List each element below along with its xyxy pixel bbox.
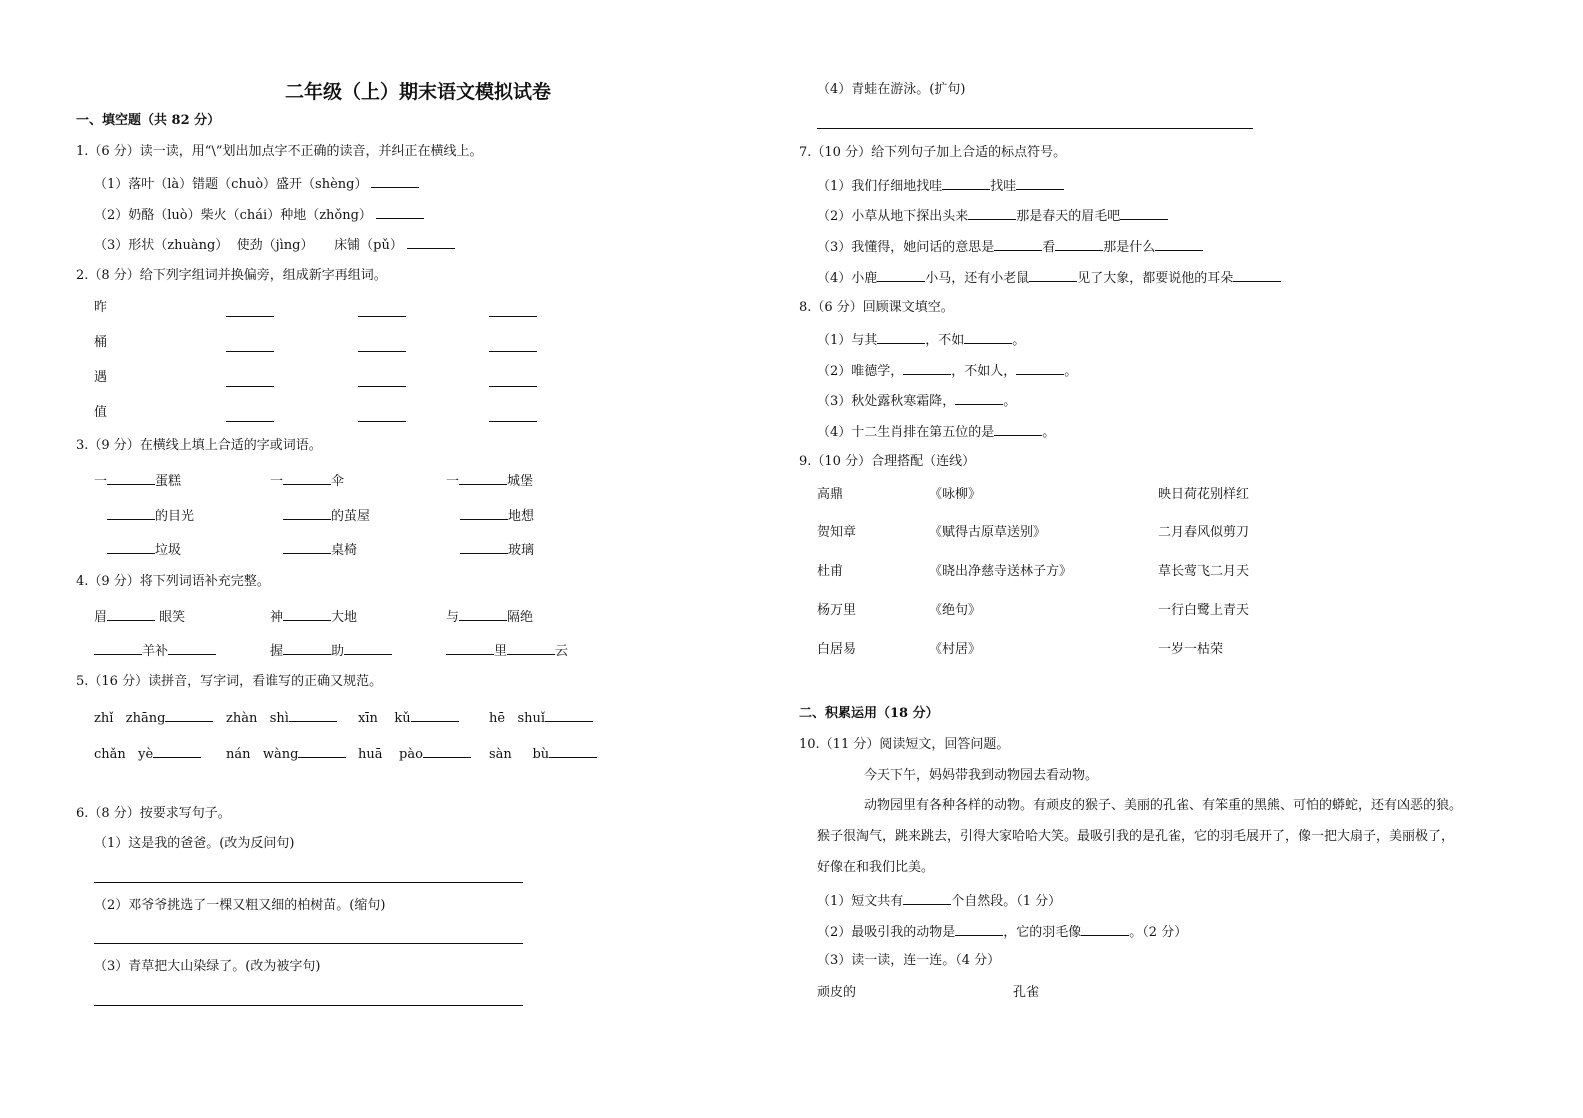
poem-line[interactable]: 草长莺飞二月天 <box>1158 564 1250 579</box>
match-right[interactable]: 孔雀 <box>1013 985 1040 1000</box>
answer-blank[interactable] <box>489 316 537 317</box>
answer-blank[interactable] <box>289 709 337 722</box>
answer-blank[interactable] <box>407 236 455 249</box>
q3-item: 桌椅 <box>283 541 357 557</box>
q5-pinyin: zhàn shì <box>226 709 337 725</box>
q6-heading: 6.（8 分）按要求写句子。 <box>76 806 231 821</box>
answer-blank[interactable] <box>1055 238 1103 251</box>
answer-blank[interactable] <box>358 316 406 317</box>
answer-blank[interactable] <box>423 745 471 758</box>
answer-blank[interactable] <box>226 386 274 387</box>
answer-blank[interactable] <box>107 541 155 554</box>
answer-blank[interactable] <box>1016 177 1064 190</box>
q6-item-1: （1）这是我的爸爸。(改为反问句) <box>94 836 295 851</box>
answer-blank[interactable] <box>545 709 593 722</box>
q4-item: 羊补 <box>94 642 216 658</box>
answer-blank[interactable] <box>489 386 537 387</box>
q10-heading: 10.（11 分）阅读短文，回答问题。 <box>799 737 1010 752</box>
answer-blank[interactable] <box>226 316 274 317</box>
q3-item: 一 伞 <box>270 474 345 489</box>
answer-blank[interactable] <box>1029 269 1077 282</box>
q8-heading: 8.（6 分）回顾课文填空。 <box>799 300 954 315</box>
answer-blank[interactable] <box>446 642 494 655</box>
answer-line[interactable] <box>94 882 523 883</box>
answer-line[interactable] <box>94 943 523 944</box>
answer-blank[interactable] <box>358 351 406 352</box>
poem-title[interactable]: 《村居》 <box>929 642 982 657</box>
answer-blank[interactable] <box>1120 207 1168 220</box>
poet[interactable]: 白居易 <box>817 642 857 657</box>
answer-blank[interactable] <box>153 745 201 758</box>
answer-blank[interactable] <box>903 362 951 375</box>
answer-blank[interactable] <box>549 745 597 758</box>
answer-blank[interactable] <box>411 709 459 722</box>
q3-item: 的茧屋 <box>283 507 370 523</box>
q4-heading: 4.（9 分）将下列词语补充完整。 <box>76 574 270 589</box>
poem-title[interactable]: 《晓出净慈寺送林子方》 <box>929 564 1073 579</box>
answer-blank[interactable] <box>344 642 392 655</box>
answer-blank[interactable] <box>903 892 951 905</box>
q1-item-1: （1）落叶（là）错题（chuò）盛开（shèng） <box>94 175 419 191</box>
q8-item: （3）秋处露秋寒霜降， 。 <box>817 394 1017 409</box>
answer-blank[interactable] <box>226 351 274 352</box>
page-title: 二年级（上）期末语文模拟试卷 <box>285 81 552 103</box>
answer-blank[interactable] <box>1081 923 1129 936</box>
answer-blank[interactable] <box>1155 238 1203 251</box>
poem-title[interactable]: 《赋得古原草送别》 <box>929 525 1047 540</box>
answer-blank[interactable] <box>942 177 990 190</box>
q5-heading: 5.（16 分）读拼音，写字词，看谁写的正确又规范。 <box>76 674 383 689</box>
answer-blank[interactable] <box>459 608 507 621</box>
q2-char: 值 <box>94 405 108 420</box>
answer-blank[interactable] <box>489 351 537 352</box>
q5-pinyin: hē shuǐ <box>489 709 593 725</box>
q1-item-3: （3）形状（zhuàng） 使劲（jìng） 床铺（pǔ） <box>94 236 455 252</box>
answer-blank[interactable] <box>298 745 346 758</box>
q5-pinyin: zhǐ zhāng <box>94 709 213 725</box>
poet[interactable]: 贺知章 <box>817 525 857 540</box>
answer-blank[interactable] <box>507 642 555 655</box>
poet[interactable]: 杨万里 <box>817 603 857 618</box>
answer-blank[interactable] <box>226 421 274 422</box>
q1-heading: 1.（6 分）读一读，用“\”划出加点字不正确的读音，并纠正在横线上。 <box>76 144 483 159</box>
poem-line[interactable]: 一行白鹭上青天 <box>1158 603 1250 618</box>
q8-item: （4）十二生肖排在第五位的是 。 <box>817 425 1056 440</box>
q3-heading: 3.（9 分）在横线上填上合适的字或词语。 <box>76 438 322 453</box>
q5-pinyin: huā pào <box>358 745 471 761</box>
answer-blank[interactable] <box>283 472 331 485</box>
q10-sub-3: （3）读一读，连一连。（4 分） <box>817 953 1001 968</box>
section-1-heading: 一、填空题（共 82 分） <box>76 113 221 128</box>
q2-char: 昨 <box>94 300 108 315</box>
answer-blank[interactable] <box>165 709 213 722</box>
q7-heading: 7.（10 分）给下列句子加上合适的标点符号。 <box>799 145 1067 160</box>
q2-heading: 2.（8 分）给下列字组词并换偏旁，组成新字再组词。 <box>76 268 387 283</box>
match-left[interactable]: 顽皮的 <box>817 985 857 1000</box>
q1-item-2: （2）奶酪（luò）柴火（chái）种地（zhǒng） <box>94 206 424 222</box>
answer-blank[interactable] <box>107 507 155 520</box>
answer-blank[interactable] <box>877 269 925 282</box>
q7-item: （1）我们仔细地找哇 找哇 <box>817 177 1064 193</box>
q7-item: （3）我懂得，她问话的意思是 看 那是什么 <box>817 238 1203 254</box>
q3-item: 一 城堡 <box>446 474 534 489</box>
q4-item: 神 大地 <box>270 610 358 625</box>
section-2-heading: 二、积累运用（18 分） <box>799 706 939 721</box>
q7-item: （4）小鹿 小马，还有小老鼠 见了大象，都要说他的耳朵 <box>817 269 1281 285</box>
answer-blank[interactable] <box>489 421 537 422</box>
q5-pinyin: nán wàng <box>226 745 346 761</box>
q2-char: 桶 <box>94 335 108 350</box>
answer-blank[interactable] <box>168 642 216 655</box>
passage-paragraph: 今天下午，妈妈带我到动物园去看动物。 <box>864 768 1099 783</box>
answer-blank[interactable] <box>107 472 155 485</box>
q3-item: 玻璃 <box>460 541 534 557</box>
answer-blank[interactable] <box>376 206 424 219</box>
answer-blank[interactable] <box>459 472 507 485</box>
q4-item: 里 云 <box>446 642 568 658</box>
q3-item: 一 蛋糕 <box>94 474 182 489</box>
poem-line[interactable]: 二月春风似剪刀 <box>1158 525 1250 540</box>
q5-pinyin: xīn kǔ <box>358 709 459 725</box>
answer-blank[interactable] <box>994 238 1042 251</box>
answer-blank[interactable] <box>460 507 508 520</box>
q6-item-4: （4）青蛙在游泳。(扩句) <box>817 82 966 97</box>
passage-paragraph: 猴子很淘气，跳来跳去，引得大家哈哈大笑。最吸引我的是孔雀，它的羽毛展开了，像一把大扇子，美丽极了， <box>817 829 1455 844</box>
answer-line[interactable] <box>817 128 1253 129</box>
answer-blank[interactable] <box>94 642 142 655</box>
q3-item: 垃圾 <box>107 541 181 557</box>
answer-blank[interactable] <box>283 642 331 655</box>
answer-blank[interactable] <box>955 392 1003 405</box>
passage-paragraph: 动物园里有各种各样的动物。有顽皮的猴子、美丽的孔雀、有笨重的黑熊、可怕的蟒蛇，还有凶恶的狼。 <box>864 798 1463 813</box>
q7-item: （2）小草从地下探出头来 那是春天的眉毛吧 <box>817 207 1168 223</box>
answer-blank[interactable] <box>877 331 925 344</box>
poet[interactable]: 高鼎 <box>817 487 844 502</box>
q10-sub-1: （1）短文共有 个自然段。（1 分） <box>817 894 1062 909</box>
q6-item-3: （3）青草把大山染绿了。(改为被字句) <box>94 959 321 974</box>
q3-item: 的目光 <box>107 507 194 523</box>
answer-blank[interactable] <box>994 423 1042 436</box>
answer-blank[interactable] <box>358 421 406 422</box>
poem-title[interactable]: 《咏柳》 <box>929 487 982 502</box>
q5-pinyin: chǎn yè <box>94 745 201 761</box>
q5-pinyin: sàn bù <box>489 745 597 761</box>
q4-item: 眉 眼笑 <box>94 610 186 625</box>
q2-char: 遇 <box>94 370 108 385</box>
answer-blank[interactable] <box>1233 269 1281 282</box>
answer-blank[interactable] <box>460 541 508 554</box>
answer-blank[interactable] <box>283 608 331 621</box>
poem-line[interactable]: 映日荷花别样红 <box>1158 487 1250 502</box>
answer-blank[interactable] <box>968 207 1016 220</box>
q10-sub-2: （2）最吸引我的动物是 ，它的羽毛像 。（2 分） <box>817 925 1188 940</box>
answer-blank[interactable] <box>371 175 419 188</box>
q6-item-2: （2）邓爷爷挑选了一棵又粗又细的柏树苗。(缩句) <box>94 898 386 913</box>
q4-item: 握 助 <box>270 642 392 658</box>
poet[interactable]: 杜甫 <box>817 564 844 579</box>
q3-item: 地想 <box>460 507 534 523</box>
answer-blank[interactable] <box>1016 362 1064 375</box>
answer-blank[interactable] <box>955 923 1003 936</box>
q8-item: （1）与其 ，不如 。 <box>817 333 1026 348</box>
answer-blank[interactable] <box>358 386 406 387</box>
passage-paragraph: 好像在和我们比美。 <box>817 860 935 875</box>
answer-line[interactable] <box>94 1005 523 1006</box>
q4-item: 与 隔绝 <box>446 610 534 625</box>
answer-blank[interactable] <box>283 541 331 554</box>
answer-blank[interactable] <box>107 608 155 621</box>
answer-blank[interactable] <box>283 507 331 520</box>
q8-item: （2）唯德学， ，不如人， 。 <box>817 364 1078 379</box>
answer-blank[interactable] <box>964 331 1012 344</box>
poem-title[interactable]: 《绝句》 <box>929 603 982 618</box>
poem-line[interactable]: 一岁一枯荣 <box>1158 642 1224 657</box>
q9-heading: 9.（10 分）合理搭配（连线） <box>799 454 976 469</box>
